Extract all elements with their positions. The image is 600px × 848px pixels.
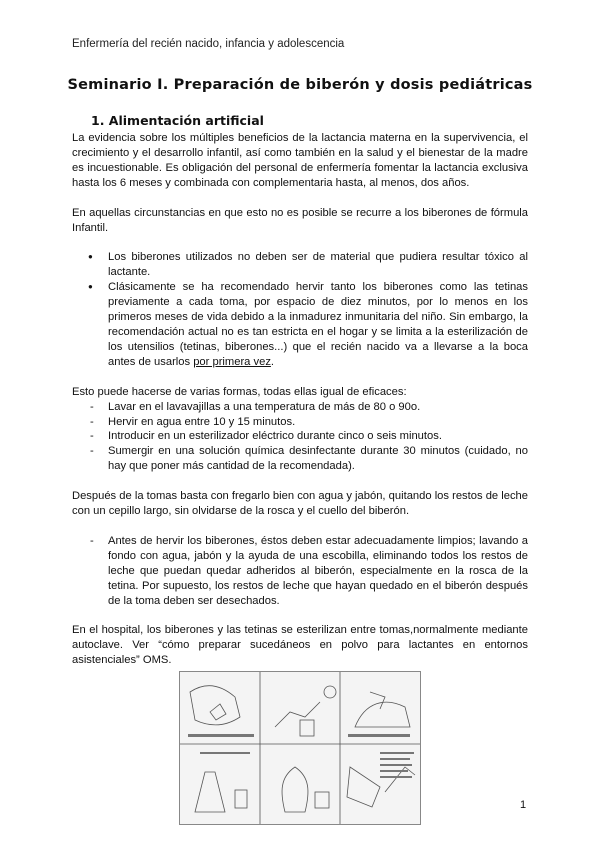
method-item: - Introducir en un esterilizador eléctrico durante cinco o seis minutos. bbox=[72, 429, 528, 444]
note-list bbox=[72, 534, 528, 609]
bullet-text: Clásicamente se ha recomendado hervir tanto los biberones como las tetinas previamente a cada toma, por espacio de diez minutos, por lo menos en los primeros meses de vida debido a la inmadurez inmunitaria del niño. Sin embargo, la recomendación actual no es tan estricta en el hogar y se limita a la esterilización de los utensilios (tetinas, biberones...) que el recién nacido va a llevarse a la boca antes de usarlos bbox=[108, 281, 528, 368]
bullet-text-end: . bbox=[270, 355, 275, 368]
bullet-item bbox=[72, 280, 528, 369]
note-item: - Antes de hervir los biberones, éstos deben estar adecuadamente limpios; lavando a fondo con agua, jabón y la ayuda de una escobilla, eliminando todos los restos de leche que puedan quedar adheridos al biberón, especialmente en la rosca de la tetina. Por supuesto, los restos de leche que hayan quedado en el biberón después de la toma deben ser desechados. bbox=[72, 534, 528, 609]
paragraph-formula: En aquellas circunstancias en que esto no es posible se recurre a los biberones de fórmula Infantil. bbox=[72, 206, 528, 234]
methods-list bbox=[72, 400, 528, 475]
paragraph-intro: La evidencia sobre los múltiples beneficios de la lactancia materna en la supervivencia, el crecimiento y el desarrollo infantil, así como también en la salud y el bienestar de la madre es incuestionable. Es obligación del personal de enfermería fomentar la lactancia exclusiva hasta los 6 meses y combinada con complementaria hasta, al menos, dos años. bbox=[72, 132, 528, 189]
method-item: - Lavar en el lavavajillas a una temperatura de más de 80 o 90o. bbox=[72, 400, 528, 415]
bullet-list bbox=[72, 250, 528, 369]
paragraph-cleaning: Después de la tomas basta con fregarlo bien con agua y jabón, quitando los restos de leche con un cepillo largo, sin olvidarse de la rosca y el cuello del biberón. bbox=[72, 490, 528, 518]
paragraph-methods-intro: Esto puede hacerse de varias formas, todas ellas igual de eficaces: bbox=[72, 385, 407, 398]
method-item: - Sumergir en una solución química desinfectante durante 30 minutos (cuidado, no hay que poner más cantidad de la recomendada). bbox=[72, 444, 528, 474]
bullet-item: ● Los biberones utilizados no deben ser de material que pudiera resultar tóxico al lactante. bbox=[72, 250, 528, 280]
page-number: 1 bbox=[520, 799, 527, 811]
section-heading: 1. Alimentación artificial bbox=[91, 113, 264, 128]
page-header: Enfermería del recién nacido, infancia y adolescencia bbox=[72, 38, 345, 50]
page-title: Seminario I. Preparación de biberón y dosis pediátricas bbox=[67, 77, 533, 93]
underlined-text: por primera vez bbox=[193, 355, 271, 368]
instruction-illustration bbox=[179, 671, 421, 825]
method-item: - Hervir en agua entre 10 y 15 minutos. bbox=[72, 415, 528, 430]
document-body bbox=[72, 131, 528, 668]
paragraph-hospital: En el hospital, los biberones y las tetinas se esterilizan entre tomas,normalmente mediante autoclave. Ver “cómo preparar sucedáneos en polvo para lactantes en entornos asistenciales” OMS. bbox=[72, 624, 528, 667]
